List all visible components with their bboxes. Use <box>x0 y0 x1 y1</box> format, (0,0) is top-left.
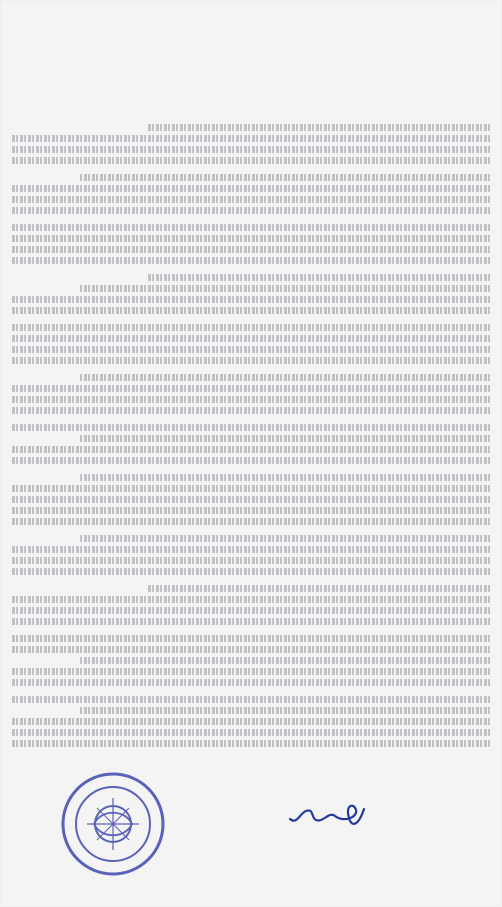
text-lines-container <box>12 18 490 747</box>
paragraph-7 <box>12 370 490 414</box>
paragraph-1 <box>12 692 490 747</box>
paragraph-12 <box>12 120 490 164</box>
paragraph-6 <box>12 420 490 464</box>
paragraph-10 <box>12 220 490 264</box>
signatory-line <box>212 763 482 775</box>
certification-text-block <box>12 18 490 747</box>
document-header <box>0 747 502 907</box>
paragraph-2 <box>12 631 490 686</box>
paragraph-11 <box>12 170 490 214</box>
paragraph-9 <box>12 270 490 314</box>
paragraph-5 <box>12 470 490 525</box>
paragraph-4 <box>12 531 490 575</box>
paragraph-8 <box>12 320 490 364</box>
paragraph-3 <box>12 581 490 625</box>
signature-icon <box>282 797 372 837</box>
ministry-seal-icon <box>54 765 172 883</box>
